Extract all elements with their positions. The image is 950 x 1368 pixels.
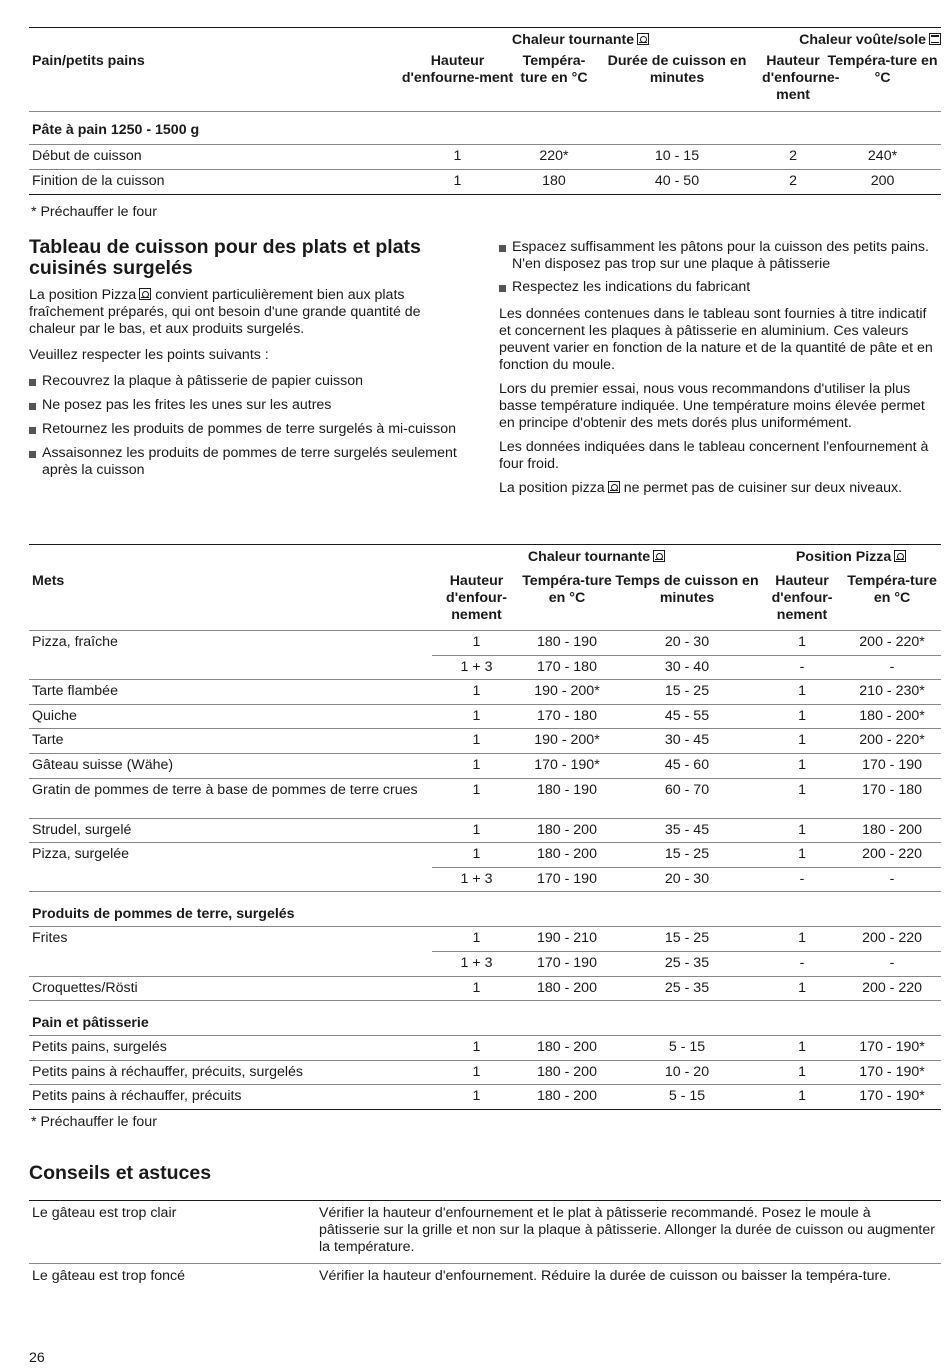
column-header: Mets (29, 570, 432, 631)
list-item: Recouvrez la plaque à pâtisserie de papier cuisson (29, 373, 469, 390)
table-row: Tarte 1 190 - 200* 30 - 45 1 200 - 220* (29, 729, 941, 754)
intro-left-column (29, 237, 469, 486)
bullet-list (29, 373, 469, 479)
table-row: Pizza, surgelée 1 180 - 200 15 - 25 1 200 - 220 (29, 843, 941, 868)
table-row: Petits pains à réchauffer, précuits 1 180 - 200 5 - 15 1 170 - 190* (29, 1085, 941, 1110)
column-header: Tempéra-ture en °C (824, 53, 941, 112)
column-header: Hauteur d'enfour-nement (432, 570, 521, 631)
list-item: Assaisonnez les produits de pommes de terre surgelés seulement après la cuisson (29, 445, 469, 479)
table-row: Le gâteau est trop foncé Vérifier la hauteur d'enfournement. Réduire la durée de cuisson ou baisser la tempéra-ture. (32, 1268, 892, 1284)
list-item: Espacez suffisamment les pâtons pour la cuisson des petits pains. N'en disposez pas trop sur une plaque à pâtisserie (499, 239, 941, 273)
table-row: Pizza, fraîche 1 180 - 190 20 - 30 1 200 - 220* (29, 631, 941, 656)
page-number: 26 (29, 1350, 45, 1366)
list-item: Retournez les produits de pommes de terre surgelés à mi-cuisson (29, 421, 469, 438)
table-row: Quiche 1 170 - 180 45 - 55 1 180 - 200* (29, 704, 941, 729)
table-row: Gâteau suisse (Wähe) 1 170 - 190* 45 - 60 1 170 - 190 (29, 753, 941, 778)
bullet-list (499, 239, 941, 296)
column-header: Tempéra-ture en °C (521, 570, 613, 631)
paragraph: Les données contenues dans le tableau sont fournies à titre indicatif et concernent les plaques à pâtisserie en aluminium. Ces valeurs peuvent varier en fonction de la nature et de la quantité de pâte et en fonction du moule. (499, 306, 933, 373)
pizza-position-icon (608, 481, 620, 493)
column-header: Hauteur d'enfourne-ment (762, 53, 824, 112)
fan-icon (637, 33, 649, 45)
pizza-position-icon (894, 550, 906, 562)
paragraph: Lors du premier essai, nous vous recommandons d'utiliser la plus basse température indiquée. Une température moins élevée permet en principe d'obtenir des mets dorés plus uniformément. (499, 381, 925, 431)
table-row: Le gâteau est trop clair Vérifier la hauteur d'enfournement et le plat à pâtisserie recommandé. Posez le moule à pâtisserie sur la grille et non sur la plaque à pâtisserie. Allonger la durée de cuisson ou augmenter la température. (29, 1201, 941, 1264)
convection-group-header: Chaleur tournante (432, 545, 761, 570)
column-header: Tempéra-ture en °C (843, 570, 941, 631)
convection-group-header: Chaleur tournante (399, 28, 762, 53)
table-row: Petits pains, surgelés 1 180 - 200 5 - 15 1 170 - 190* (29, 1036, 941, 1061)
table-row: Croquettes/Rösti 1 180 - 200 25 - 35 1 200 - 220 (29, 976, 941, 1001)
top-bottom-group-header: Chaleur voûte/sole (762, 28, 941, 53)
intro-right-column (499, 239, 941, 504)
paragraph: Les données indiquées dans le tableau concernent l'enfournement à four froid. (499, 439, 929, 472)
footnote: * Préchauffer le four (31, 1114, 157, 1130)
column-header: Tempéra-ture en °C (516, 53, 592, 112)
paragraph: La position pizza ne permet pas de cuisiner sur deux niveaux. (499, 480, 903, 496)
column-header: Pain/petits pains (29, 53, 399, 112)
table-row: Finition de la cuisson 1 180 40 - 50 2 200 (29, 170, 941, 195)
bread-cooking-table (29, 27, 941, 195)
section-title: Conseils et astuces (29, 1162, 212, 1184)
list-item: Respectez les indications du fabricant (499, 279, 941, 296)
section-header: Pain et pâtisserie (29, 1001, 941, 1036)
table-row: Gratin de pommes de terre à base de pommes de terre crues 1 180 - 190 60 - 70 1 170 - 180 (29, 778, 941, 818)
section-header: Produits de pommes de terre, surgelés (29, 892, 941, 927)
table-row: 1 + 3 170 - 190 20 - 30 - - (29, 867, 941, 892)
paragraph: La position Pizza convient particulièrement bien aux plats fraîchement préparés, qui ont besoin d'une grande quantité de chaleur par le bas, et aux produits surgelés. (29, 287, 421, 337)
fan-icon (653, 550, 665, 562)
column-header: Hauteur d'enfourne-ment (399, 53, 516, 112)
list-item: Ne posez pas les frites les unes sur les autres (29, 397, 469, 414)
tips-table (29, 1200, 941, 1292)
section-title: Tableau de cuisson pour des plats et plats cuisinés surgelés (29, 236, 421, 279)
frozen-dishes-table (29, 544, 941, 1110)
table-row: Tarte flambée 1 190 - 200* 15 - 25 1 210 - 230* (29, 680, 941, 705)
table-row: 1 + 3 170 - 180 30 - 40 - - (29, 655, 941, 680)
table-row: 1 + 3 170 - 190 25 - 35 - - (29, 951, 941, 976)
table-row: Petits pains à réchauffer, précuits, surgelés 1 180 - 200 10 - 20 1 170 - 190* (29, 1060, 941, 1085)
table-row: Strudel, surgelé 1 180 - 200 35 - 45 1 180 - 200 (29, 818, 941, 843)
pizza-group-header: Position Pizza (761, 545, 941, 570)
table-row: Début de cuisson 1 220* 10 - 15 2 240* (29, 145, 941, 170)
column-header: Hauteur d'enfour-nement (761, 570, 843, 631)
paragraph: Veuillez respecter les points suivants : (29, 347, 269, 363)
footnote: * Préchauffer le four (31, 204, 157, 220)
section-header: Pâte à pain 1250 - 1500 g (29, 112, 941, 145)
column-header: Temps de cuisson en minutes (613, 570, 761, 631)
pizza-position-icon (139, 288, 151, 300)
top-bottom-heat-icon (929, 33, 941, 45)
table-row: Frites 1 190 - 210 15 - 25 1 200 - 220 (29, 927, 941, 952)
column-header: Durée de cuisson en minutes (592, 53, 762, 112)
